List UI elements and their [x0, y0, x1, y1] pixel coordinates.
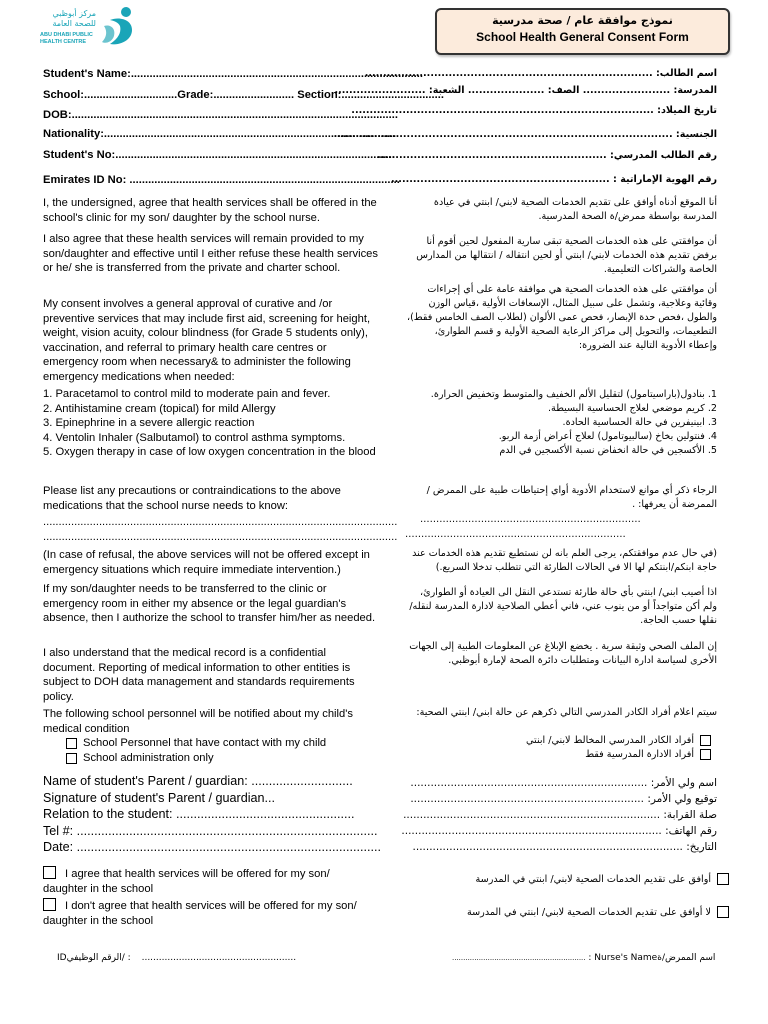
ar-option-personnel[interactable]: [405, 734, 717, 748]
tel-field[interactable]: Tel #: ......................................................................................: [43, 824, 378, 838]
option-label: School Personnel that have contact with my child: [83, 737, 327, 749]
checkbox-personnel-ar[interactable]: [700, 735, 711, 746]
en-notified: The following school personnel will be notified about my child's medical condition: [43, 708, 353, 735]
en-paragraph-3: My consent involves a general approval of curative and /or preventive services that may include first aid, screening for height, weight, vision acuity, colour blindness (for Grade 5 students only), vaccination, and referral to primary health care centres or emergency room when necessary& to administer the following emergency medications when needed:: [43, 298, 371, 383]
logo-arabic-2: للصحة العامة: [52, 19, 96, 28]
field-ar-dob[interactable]: تاريخ الميلاد: ...................................................................................: [351, 105, 717, 116]
checkbox-admin-ar[interactable]: [700, 749, 711, 760]
en-med-item: 3. Epinephrine in a severe allergic reaction: [43, 417, 255, 430]
checkbox-disagree-ar[interactable]: [717, 906, 729, 918]
field-emirates-id[interactable]: Emirates ID No: .......................................................................................: [43, 174, 400, 186]
en-precautions: Please list any precautions or contraindications to the above medications that the school nurse needs to know:: [43, 485, 341, 512]
disagree-ar-text: لا أوافق على تقديم الخدمات الصحية لابني/ ابنتي في المدرسة: [467, 907, 711, 918]
ar-disagree[interactable]: [405, 906, 735, 920]
ar-option-admin[interactable]: [405, 748, 717, 762]
ar-agree[interactable]: [405, 873, 735, 887]
disagree-en-text: I don't agree that health services will be offered for my son/ daughter in the school: [43, 900, 357, 927]
option-label: أفراد الكادر المدرسي المخالط لابني/ ابنتي: [526, 735, 694, 746]
ar-med-item: 4. فنتولين بخاخ (سالبيوتامول) لعلاج أعراض أزمة الربو.: [498, 431, 717, 442]
footer-nurse[interactable]: [452, 953, 722, 963]
ar-transfer: اذا أصيب ابني/ ابنتي بأي حالة طارئة تستدعي النقل الى العيادة أو الطوارئ، ولم أكن متواجداً أو من ينوب عني، فاني أعطي الصلاحية لادارة المدرسة لنقله/ نقلها حسب الحاجة.: [409, 587, 717, 626]
ar-paragraph-3: أن موافقتي على هذه الخدمات الصحية هي موافقة عامة على أي إجراءات وقائية وعلاجية، وتشمل على سبيل المثال، الإسعافات الأولية ،قياس الوزن والطول ،فحص حدة الإبصار، فحص عمى الألوان (لطلاب الصف الخامس فقط)، التطعيمات، والتحويل إلى مراكز الرعاية الصحية الأولية و قسم الطوارئ، وإعطاء الأدوية التالية عند الضرورة:: [406, 284, 717, 351]
ar-precautions: الرجاء ذكر أي موانع لاستخدام الأدوية أواي إحتياطات طبية على الممرض / الممرضة أن يعرفها: .: [426, 485, 717, 510]
ar-med-item: 3. ابينيفرين في حالة الحساسية الحادة.: [562, 417, 717, 428]
ar-parent-signature-field[interactable]: توقيع ولي الأمر: ......................................................................: [410, 793, 717, 805]
option-label: School administration only: [83, 752, 214, 764]
field-ar-nationality[interactable]: الجنسية: .............................................................................................: [333, 129, 717, 140]
nurse-name-dots[interactable]: ............................................................: [452, 954, 586, 962]
nurse-name-label: : Nurse's Nameاسم الممرض/ة: [588, 953, 716, 963]
en-confidential: I also understand that the medical record is a confidential document. Reporting of medical information to other entities is subject to DOH data management and standards requirements policy.: [43, 647, 355, 703]
ar-med-item: 1. بنادول(باراسيتامول) لتقليل الألم الخفيف والمتوسط وتخفيض الحرارة.: [430, 389, 717, 400]
checkbox-personnel-en[interactable]: [66, 738, 77, 749]
field-school[interactable]: School:..............................Grade:.......................... Section:.................................: [43, 89, 444, 101]
field-student-no[interactable]: Student's No:..........................................................................................: [43, 149, 396, 161]
field-ar-student-no[interactable]: رقم الطالب المدرسي: ...............................................................: [377, 150, 717, 161]
logo: [40, 6, 150, 50]
field-nationality[interactable]: Nationality:..............................................................................................: [43, 128, 397, 140]
ar-parent-name-field[interactable]: اسم ولي الأمر: .......................................................................: [410, 777, 717, 789]
ar-tel-field[interactable]: رقم الهاتف: ..............................................................................: [401, 825, 717, 837]
title-arabic: نموذج موافقة عام / صحة مدرسية: [492, 14, 673, 27]
field-student-name[interactable]: Student's Name:..............................................................................................: [43, 68, 423, 80]
ar-precautions-line-1[interactable]: ……………………………………………………………: [420, 514, 641, 525]
en-precautions-line-2[interactable]: ..................................................................................................................: [43, 531, 398, 543]
employee-id-dots[interactable]: ......................................................: [141, 953, 297, 963]
date-field[interactable]: Date: .......................................................................................: [43, 840, 382, 854]
checkbox-admin-en[interactable]: [66, 753, 77, 764]
field-ar-school[interactable]: المدرسة: ........................ الصف: ..................... الشعبة: .........................: [334, 85, 717, 96]
ar-med-item: 5. الأكسجين في حالة انخفاض نسبة الأكسجين في الدم: [499, 445, 717, 456]
ar-confidential: إن الملف الصحي وثيقة سرية . يخضع الإبلاغ عن المعلومات الطبية إلى الجهات الأخرى لسياسة ادارة البيانات ومتطلبات دائرة الصحة لإمارة أبوظبي.: [409, 641, 717, 666]
ar-paragraph-2: أن موافقتي على هذه الخدمات الصحية تبقى سارية المفعول لحين أقوم أنا برفض تقديم هذه الخدمات لابني/ ابنتي أو لحين انتقاله / انتقالها من المدارس الخاصة والشراكات التعليمية.: [416, 236, 717, 275]
checkbox-agree-ar[interactable]: [717, 873, 729, 885]
en-transfer: If my son/daughter needs to be transferred to the clinic or emergency room in either my absence or the legal guardian's absence, then I authorize the school to transfer him/her as needed.: [43, 583, 376, 625]
ar-precautions-line-2[interactable]: ……………………………………………………………: [405, 529, 626, 540]
ar-date-field[interactable]: التاريخ: .................................................................................: [412, 841, 717, 853]
agree-ar-text: أوافق على تقديم الخدمات الصحية لابني/ ابنتي في المدرسة: [475, 874, 711, 885]
ar-med-item: 2. كريم موضعي لعلاج الحساسية البسيطة.: [548, 403, 717, 414]
title-box: [435, 8, 730, 55]
logo-english-1: ABU DHABI PUBLIC: [40, 32, 93, 38]
logo-arabic-1: مركز أبوظبي: [52, 9, 96, 18]
en-refusal: (In case of refusal, the above services will not be offered except in emergency situations which require immediate intervention.): [43, 549, 370, 576]
ar-refusal: (في حال عدم موافقتكم، يرجى العلم بانه لن نستطيع تقديم هذه الخدمات عند حاجة ابنكم/ابنتكم لها الا في الحالات الطارئة التي تتطلب تدخلا السريع.): [412, 548, 717, 573]
en-med-list: [43, 387, 380, 460]
en-option-personnel[interactable]: [60, 736, 380, 751]
en-med-item: 5. Oxygen therapy in case of low oxygen concentration in the blood: [43, 446, 376, 459]
logo-mark-icon: [98, 6, 140, 50]
logo-english-2: HEALTH CENTRE: [40, 39, 87, 45]
en-paragraph-2: I also agree that these health services will remain provided to my son/daughter and effective until I either refuse these health services or he/ she is transferred from the private and charter school.: [43, 233, 379, 275]
ar-notified: سيتم اعلام أفراد الكادر المدرسي التالي ذكرهم عن حالة ابني/ ابنتي الصحية:: [416, 707, 717, 718]
ar-relation-field[interactable]: صلة القرابة: .............................................................................: [403, 809, 717, 821]
en-med-item: 2. Antihistamine cream (topical) for mild Allergy: [43, 402, 276, 415]
field-dob[interactable]: DOB:.........................................................................................................: [43, 109, 398, 121]
en-option-admin[interactable]: [60, 751, 380, 766]
en-paragraph-1: I, the undersigned, agree that health services shall be offered in the school's clinic for my son/ daughter by the school nurse.: [43, 197, 377, 224]
en-med-item: 4. Ventolin Inhaler (Salbutamol) to control asthma symptoms.: [43, 431, 346, 444]
title-english: School Health General Consent Form: [476, 30, 689, 44]
field-ar-student-name[interactable]: اسم الطالب: ...............................................................................: [364, 68, 717, 79]
en-med-item: 1. Paracetamol to control mild to moderate pain and fever.: [43, 388, 331, 400]
employee-id-label: IDالرقم الوظيفي/ :: [57, 953, 131, 963]
ar-paragraph-1: أنا الموقع أدناه أوافق على تقديم الخدمات الصحية لابني/ ابنتي في عيادة المدرسة بواسطة ممرض/ة الصحة المدرسية.: [433, 197, 717, 222]
parent-signature-field[interactable]: Signature of student's Parent / guardian...: [43, 791, 276, 805]
ar-med-list: [405, 388, 717, 458]
relation-field[interactable]: Relation to the student: ...................................................: [43, 807, 355, 821]
parent-name-field[interactable]: Name of student's Parent / guardian: .............................: [43, 774, 353, 788]
field-ar-emirates-id[interactable]: رقم الهوية الإماراتية : ............................................................: [391, 174, 717, 185]
footer-id[interactable]: [57, 953, 387, 963]
en-precautions-line-1[interactable]: ..................................................................................................................: [43, 516, 398, 528]
option-label: أفراد الادارة المدرسية فقط: [585, 749, 694, 760]
agree-en-text: I agree that health services will be offered for my son/ daughter in the school: [43, 868, 330, 895]
